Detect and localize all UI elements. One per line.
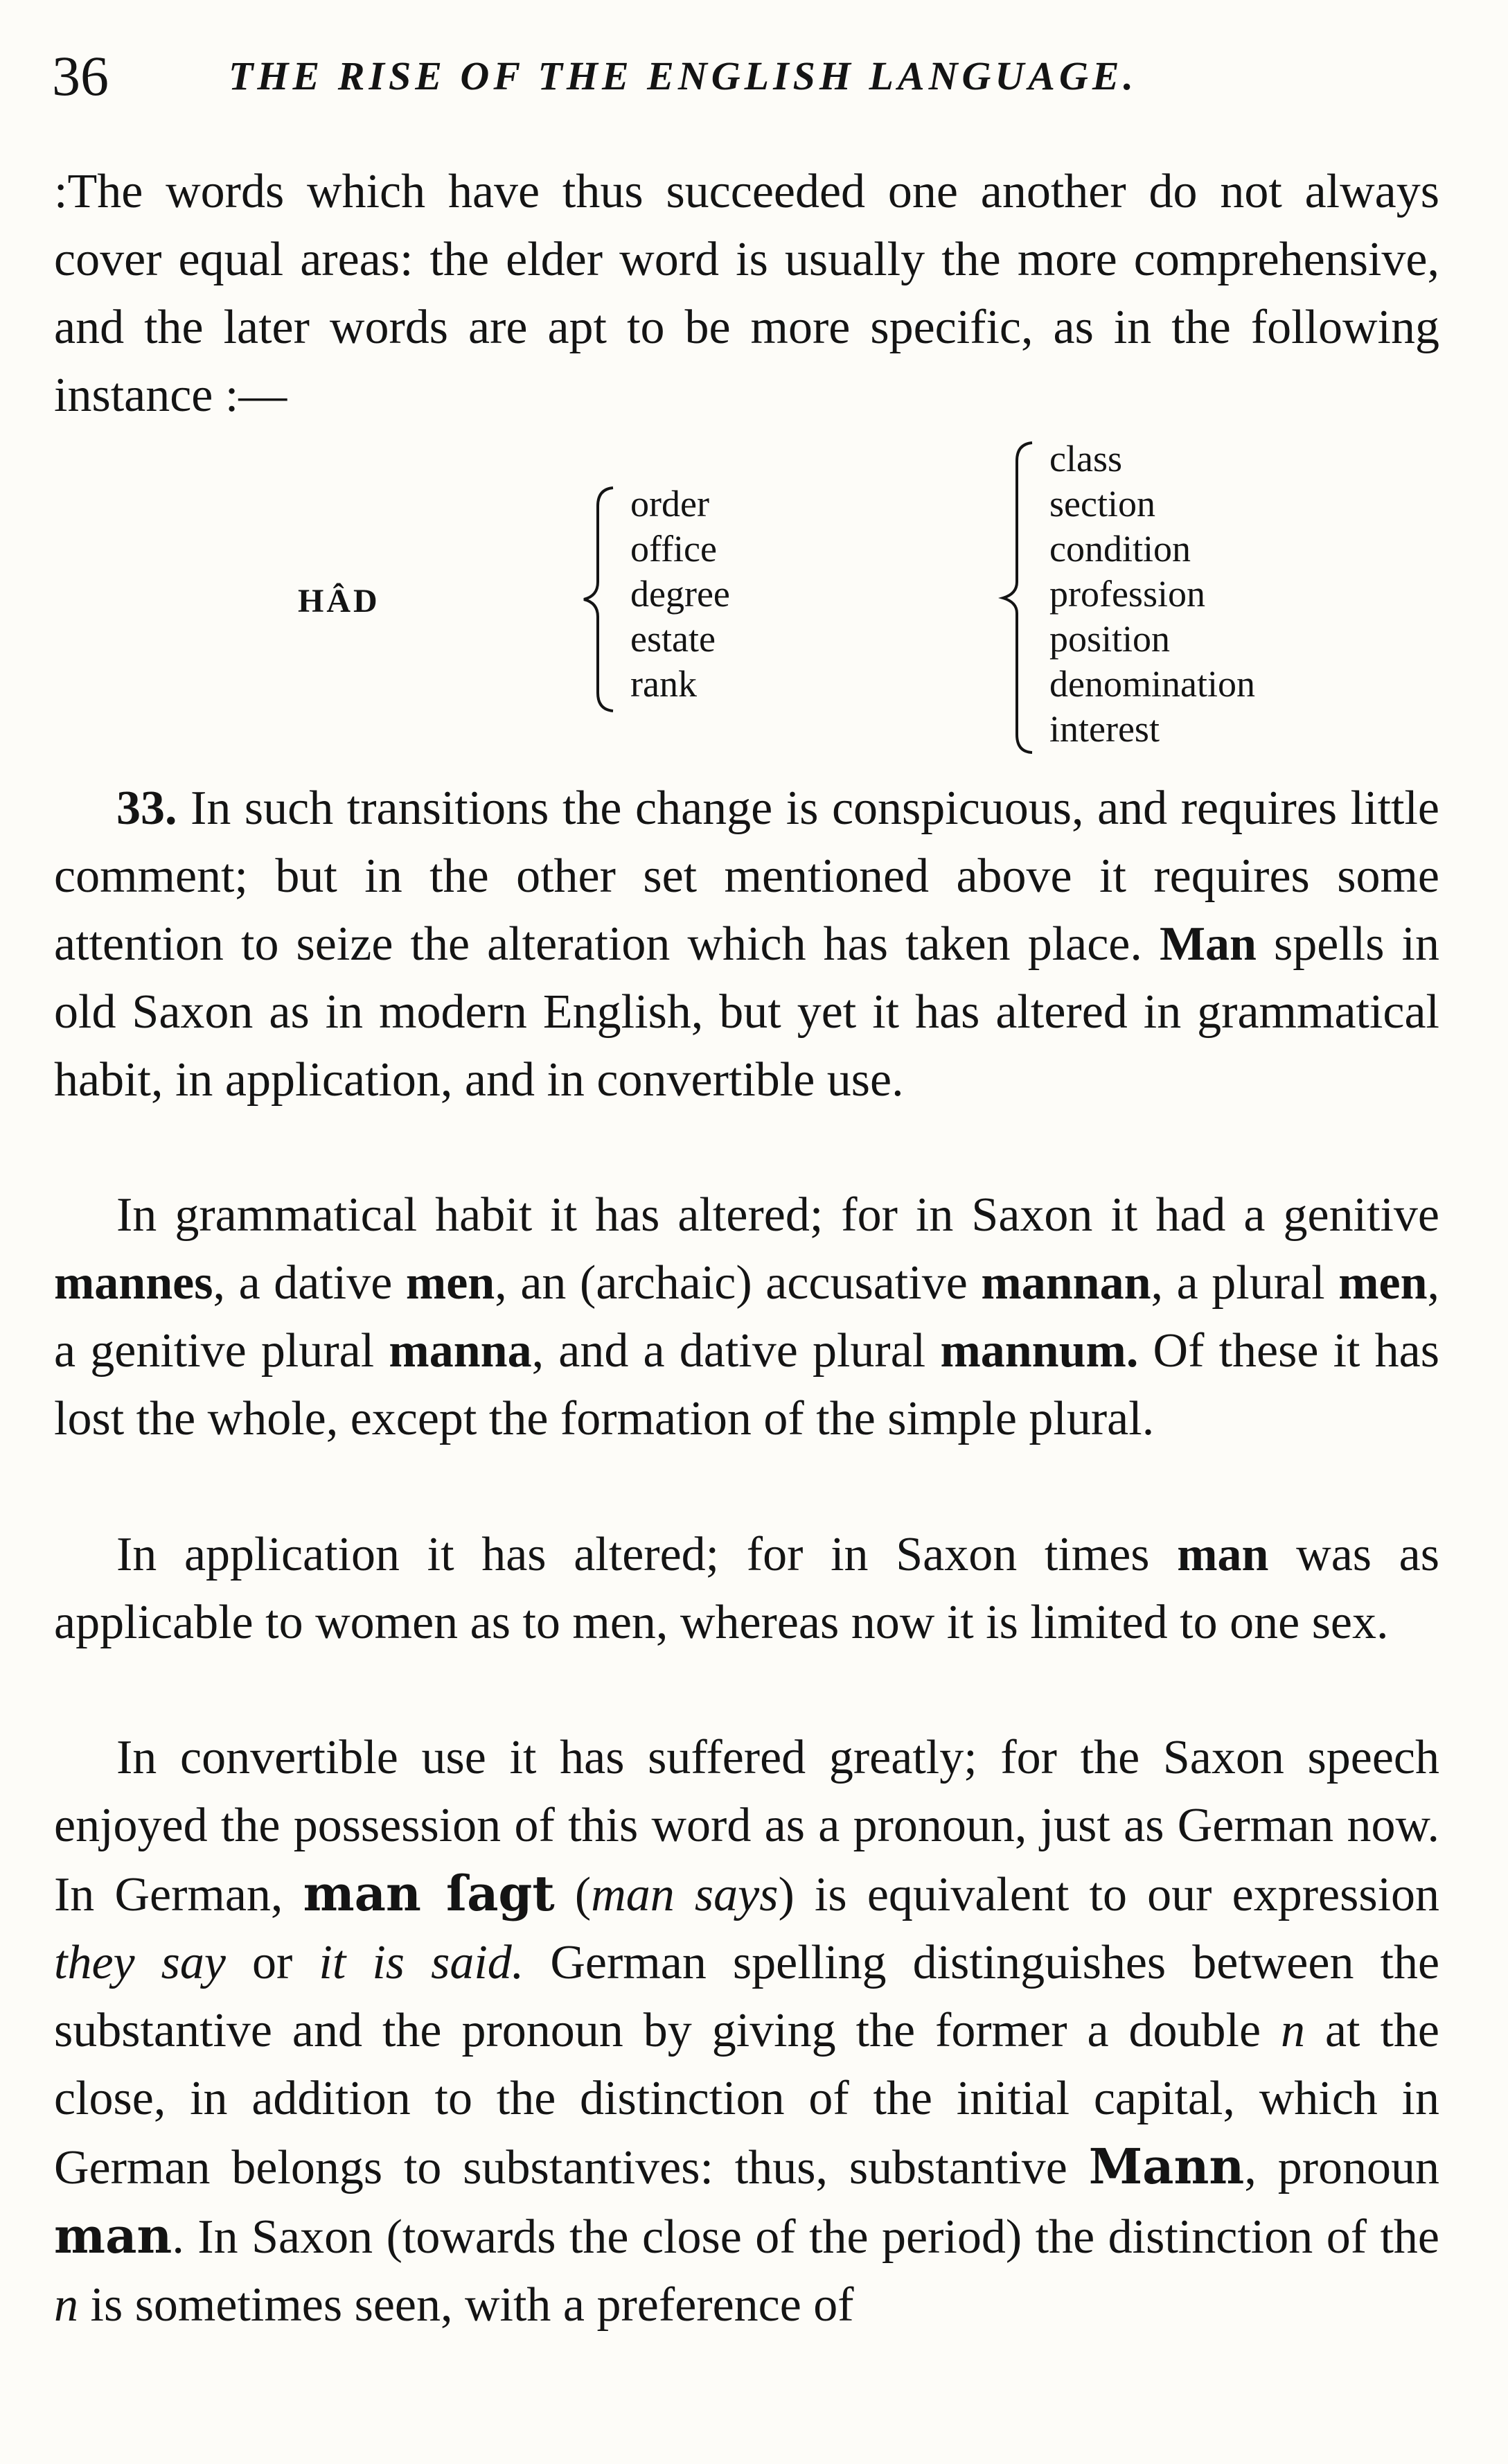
synonym-item: section xyxy=(1049,483,1155,525)
page-number: 36 xyxy=(52,44,109,107)
synonym-item: position xyxy=(1049,618,1171,660)
keyword-manna: manna xyxy=(389,1324,532,1378)
section-number: 33. xyxy=(116,782,177,835)
letter-n-second: n xyxy=(54,2278,78,2332)
synonym-item: interest xyxy=(1049,708,1160,750)
german-mann-substantive: Mann xyxy=(1088,2138,1245,2195)
keyword-mannes: mannes xyxy=(54,1256,213,1310)
page-header xyxy=(52,42,1472,111)
synonym-item: degree xyxy=(630,573,730,615)
left-brace-icon xyxy=(578,485,620,714)
german-man-sagt: man ſagt xyxy=(303,1865,555,1922)
keyword-man-application: man xyxy=(1177,1528,1269,1581)
gloss-man-says: man says xyxy=(591,1868,779,1921)
running-title: THE RISE OF THE ENGLISH LANGUAGE. xyxy=(229,53,1138,98)
synonym-item: office xyxy=(630,528,717,570)
synonym-item: class xyxy=(1049,438,1122,479)
right-brace-icon xyxy=(997,440,1039,755)
paragraph-intro: :The words which have thus succeeded one another do not always cover equal areas: the elder word is usually the more comprehensive, and the later words are apt to be more specific, as in the following instance :— xyxy=(54,165,1439,422)
synonym-item: order xyxy=(630,483,709,525)
paragraph-application: In application it has altered; for in Saxon times man was as applicable to women as to men, whereas now it is limited to one sex. xyxy=(54,1528,1439,1649)
keyword-man: Man xyxy=(1159,917,1257,971)
keyword-mannum: mannum. xyxy=(940,1324,1139,1378)
keyword-mannan: mannan xyxy=(981,1256,1151,1310)
phrase-they-say: they say xyxy=(54,1936,226,1989)
second-synonym-list xyxy=(1049,437,1255,752)
paragraph-33: 33. In such transitions the change is conspicuous, and requires little comment; but in the other set mentioned above it requires some attention to seize the alteration which has taken place. Man spells in old Saxon as in modern English, but yet it has altered in grammatical habit, in application, and in convertible use. xyxy=(54,782,1439,1107)
synonym-item: estate xyxy=(630,618,716,660)
phrase-it-is-said: it is said. xyxy=(319,1936,524,1989)
first-synonym-list xyxy=(630,482,730,707)
synonym-item: profession xyxy=(1049,573,1205,615)
synonym-diagram xyxy=(0,430,1508,755)
keyword-men: men xyxy=(405,1256,495,1310)
synonym-item: rank xyxy=(630,663,697,705)
german-man-pronoun: man xyxy=(54,2207,172,2264)
synonym-item: condition xyxy=(1049,528,1191,570)
diagram-headword: HÂD xyxy=(298,583,380,619)
synonym-item: denomination xyxy=(1049,663,1255,705)
letter-n: n xyxy=(1281,2004,1306,2057)
paragraph-grammatical-habit: In grammatical habit it has altered; for in Saxon it had a genitive mannes, a dative men, an (archaic) accusative mannan, a plural men, a genitive plural manna, and a dative plural mannum. Of these it has lost the whole, except the formation of the simple plural. xyxy=(54,1188,1439,1445)
paragraph-convertible-use: In convertible use it has suffered greatly; for the Saxon speech enjoyed the possession of this word as a pronoun, just as German now. In German, man ſagt (man says) is equivalent to our expression they say or it is said. German spelling distinguishes between the substantive and the pronoun by giving the former a double n at the close, in addition to the distinction of the initial capital, which in German belongs to substantives: thus, substantive Mann, pronoun man. In Saxon (towards the close of the period) the distinction of the n is sometimes seen, with a preference of xyxy=(54,1731,1440,2332)
keyword-men-plural: men xyxy=(1338,1256,1428,1310)
